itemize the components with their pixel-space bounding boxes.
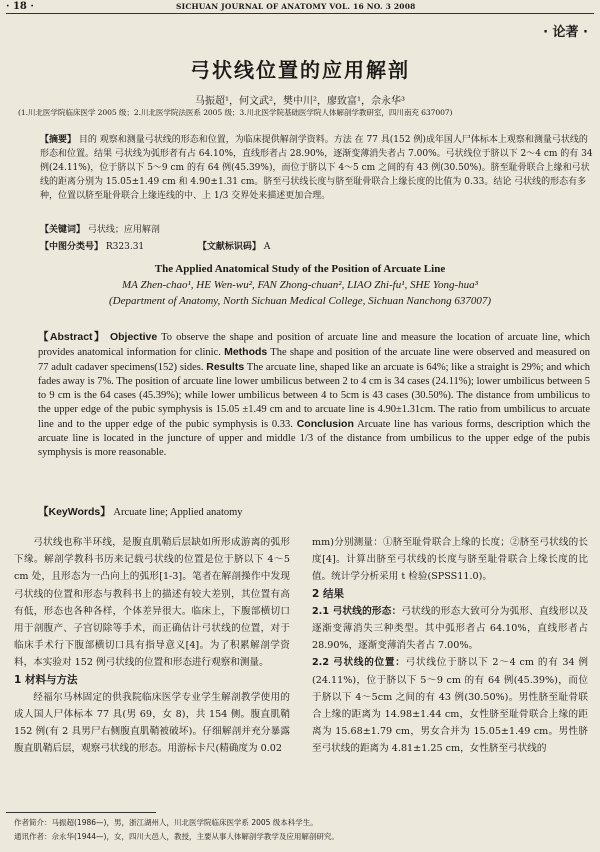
keywords-en-text: Arcuate line; Applied anatomy xyxy=(110,507,243,518)
clc-value: R323.31 xyxy=(105,242,145,252)
page-number: · 18 · xyxy=(6,1,34,12)
footnote-first-author: 作者简介：马振超(1986—)，男，浙江湖州人，川北医学院临床医学系 2005 级本科学生。 xyxy=(14,818,318,827)
footnote-divider xyxy=(6,812,156,813)
abstract-zh-label: 【摘要】 xyxy=(40,135,77,145)
methods-label: Methods xyxy=(224,346,268,358)
keywords-zh-text: 弓状线；应用解剖 xyxy=(87,225,160,235)
footnote-corresponding-author: 通讯作者：佘永华(1944—)，女，四川大邑人，教授，主要从事人体解剖学教学及应用解剖研究。 xyxy=(14,832,339,841)
conclusion-text: Arcuate line has various forms, description which the arcuate line is located in the juncture of upper and middle 1/3 of the distance from umbilicus to the upper edge of the pubis symphysis is more reasonable. xyxy=(38,419,590,458)
section-heading-methods: 1 材料与方法 xyxy=(14,673,78,686)
classification-row xyxy=(40,239,595,252)
abstract-en xyxy=(38,330,590,460)
abstract-en-label: 【Abstract】 xyxy=(38,331,106,343)
article-title: 弓状线位置的应用解剖 xyxy=(190,58,410,82)
english-affiliation: (Department of Anatomy, North Sichuan Medical College, Sichuan Nanchong 637007) xyxy=(109,295,491,307)
body-left-column xyxy=(14,534,290,758)
objective-text: To observe the shape and position of arcuate line and measure the location of arcuate line, which provides anatomical information for clinic. xyxy=(38,332,590,358)
keywords-en xyxy=(38,504,590,519)
sub-heading-position: 2.2 弓状线的位置： xyxy=(312,657,406,669)
body-right-column xyxy=(312,534,588,758)
results-shape-paragraph xyxy=(312,603,588,655)
methods-continued: mm)分别测量：①脐至耻骨联合上缘的长度；②脐至弓状线的长度[4]。计算出脐至弓状线的长度与脐至耻骨联合上缘长度的比值。统计学分析采用 t 检验(SPSS11.0)。 xyxy=(312,537,588,583)
keywords-en-label: 【KeyWords】 xyxy=(38,506,111,518)
results-position-paragraph xyxy=(312,654,588,757)
results-label: Results xyxy=(206,361,245,373)
clc-label: 【中图分类号】 xyxy=(40,242,104,252)
position-text: 弓状线位于脐以下 2～4 cm 的有 34 例(24.11%)，位于脐以下 5～9 cm 的有 64 例(45.39%)，而位于脐以下 4～5cm 之间的有 43 例(30.50%)。男性脐至耻骨联合上缘的距离为 14.98±1.44 cm，女性脐至耻骨联合上缘的距离为 15.68±1.79 cm，男女合并为 15.05±1.49 cm。男性脐至弓状线的距离为 4.81±1.25 cm，女性脐至弓状线的 xyxy=(312,657,588,755)
doc-code-value: A xyxy=(263,242,271,252)
english-authors: MA Zhen-chao¹, HE Wen-wu², FAN Zhong-chuan², LIAO Zhi-fu¹, SHE Yong-hua³ xyxy=(122,279,478,291)
abstract-zh-text: 目的 观察和测量弓状线的形态和位置，为临床提供解剖学资料。方法 在 77 具(152 例)成年国人尸体标本上观察和测量弓状线的形态和位置。结果 弓状线为弧形者有占 64.10%，直线形者占 28.90%，逐渐变薄消失者占 7.00%。弓状线位于脐以下 2～4 cm 的有 34 例(24.11%)，位于脐以下 5～9 cm 的有 64 例(45.39%)，而位于脐以下 4～5 cm 之间的有 43 例(30.50%)。脐至耻骨联合上缘和弓状线的距离分别为 15.05±1.49 cm 和 4.90±1.31 cm。脐至弓状线长度与脐至耻骨联合上缘长度的比值为 0.33。结论 弓状线的形态有多种，位置以脐至耻骨联合上缘连线的中、上 1/3 交界处来描述更加合理。 xyxy=(40,135,593,201)
sub-heading-shape: 2.1 弓状线的形态： xyxy=(312,605,402,617)
keywords-zh xyxy=(40,222,595,235)
running-header xyxy=(6,0,594,14)
methods-paragraph: 经福尔马林固定的供我院临床医学专业学生解剖教学使用的成人国人尸体标本 77 具(男 69，女 8)，共 154 侧。腹直肌鞘 152 例(有 2 具男尸右侧腹直肌鞘被破坏)。仔细解剖并充分暴露腹直肌鞘后层，观察弓状线的形态。用游标卡尺(精确度为 0.02 xyxy=(14,691,290,755)
affiliation: (1.川北医学院临床医学 2005 级；2.川北医学院法医系 2005 级；3.川北医学院基础医学院人体解剖学教研室，四川南充 637007) xyxy=(18,108,453,117)
journal-line: SICHUAN JOURNAL OF ANATOMY VOL. 16 NO. 3 2008 xyxy=(176,2,416,11)
english-title: The Applied Anatomical Study of the Position of Arcuate Line xyxy=(154,263,446,275)
section-heading-results: 2 结果 xyxy=(312,587,344,600)
keywords-zh-label: 【关键词】 xyxy=(40,225,86,235)
author-list: 马振超¹，何文武²，樊中川²，廖致富¹，佘永华³ xyxy=(194,96,406,107)
shape-text: 弓状线的形态大致可分为弧形、直线形以及逐渐变薄消失三种类型。其中弧形者占 64.10%，直线形者占 28.90%，逐渐变薄消失者占 7.00%。 xyxy=(312,605,588,652)
abstract-zh xyxy=(40,133,595,203)
section-tag: · 论著 · xyxy=(543,25,588,40)
conclusion-label: Conclusion xyxy=(296,418,354,430)
doc-code-label: 【文献标识码】 xyxy=(197,242,261,252)
intro-paragraph: 弓状线也称半环线，是腹直肌鞘后层缺如所形成游离的弧形下缘。解剖学教科书历来记载弓状线的位置是位于脐以下 4～5 cm 处，且形态为一凸向上的弧形[1-3]。笔者在解剖操作中发现弓状线的位置和形态与教科书上的描述有较大差别，其位置有高有低，形态也各种各样，个体差异很大。临床上，下腹部横切口用于剖腹产、子宫切除等手术，而正确估计弓状线的位置，对于临床手术行下腹部横切口具有指导意义[4]。为了积累解剖学资料，本实验对 152 例弓状线的位置和形态进行观察和测量。 xyxy=(14,537,290,669)
results-text: The arcuate line, shaped like an arcuate is 64%; like a straight is 29%; and which fades away is 7%. The position of arcuate line lower umbilicus between 2 to 4 cm is 34 cases (24.11%); lower umbilicus between 5 to 9 cm is the 64 cases (45.39%); while lower umbilicus between 4 to 5cm is 43 cases (30.50%). The distance from umbilicus to the upper edge of the pubic symphysis is 15.05 ±1.49 cm and to arcuate line is 4.90±1.31cm. The ratio from umbilicus to arcuate line and to the upper edge of the pubic symphysis is 0.33. xyxy=(38,362,590,430)
methods-text: The shape and position of the arcuate line were observed and measured on 77 adult cadaver specimens(152) sides. xyxy=(38,347,590,373)
objective-label: Objective xyxy=(109,331,158,343)
